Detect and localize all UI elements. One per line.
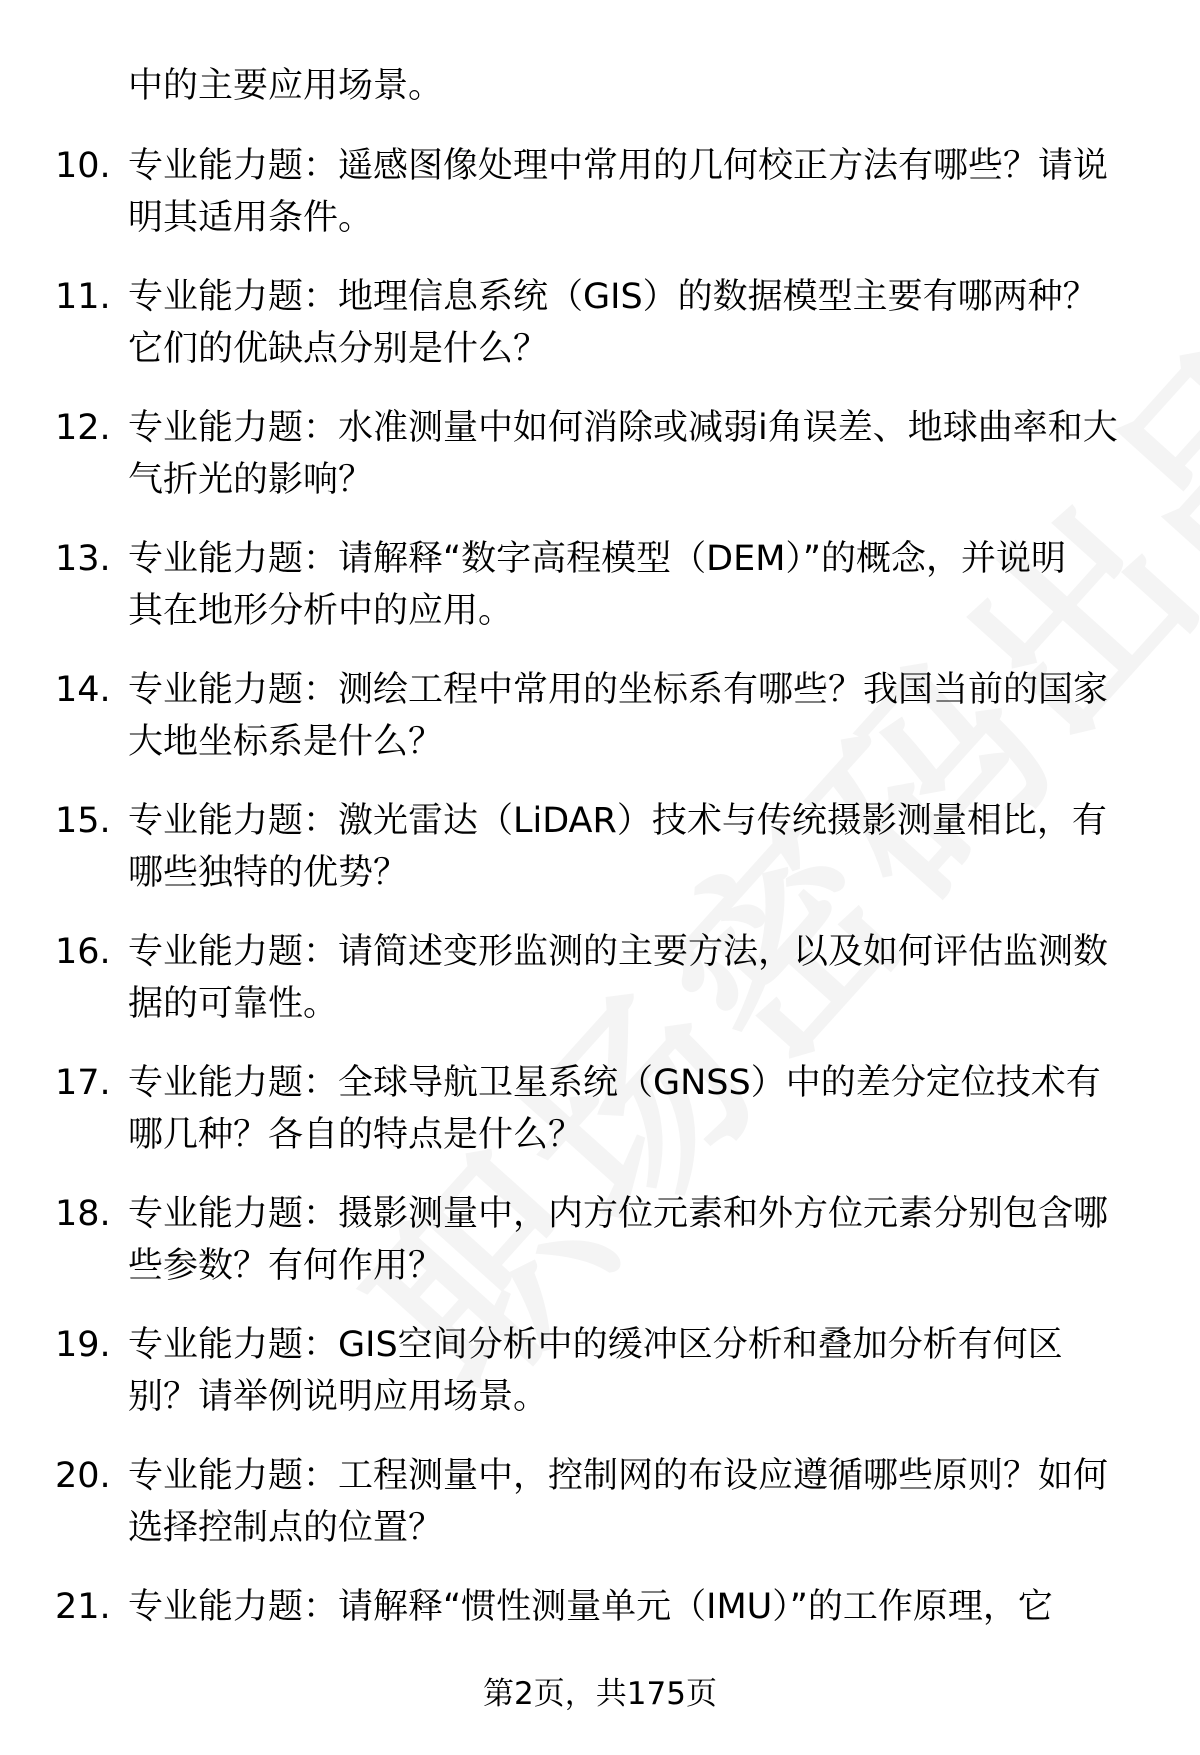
question-list (0, 140, 1200, 1712)
question-text-line: 明其适用条件。 (128, 198, 374, 238)
question-item (0, 664, 1200, 795)
page-number-footer: 第2页，共175页 (483, 1676, 717, 1712)
question-number: 13. (55, 539, 111, 579)
question-text-line: 专业能力题：全球导航卫星系统（GNSS）中的差分定位技术有 (128, 1063, 1101, 1103)
question-text-line: 专业能力题：工程测量中，控制网的布设应遵循哪些原则？如何 (128, 1456, 1109, 1496)
question-item (0, 1057, 1200, 1188)
question-text-line: 据的可靠性。 (128, 984, 339, 1024)
question-number: 18. (55, 1194, 111, 1234)
question-number: 16. (55, 932, 111, 972)
question-item (0, 271, 1200, 402)
question-text (128, 1319, 1158, 1423)
question-number: 15. (55, 801, 111, 841)
question-text (128, 271, 1158, 375)
question-text-line: 专业能力题：测绘工程中常用的坐标系有哪些？我国当前的国家 (128, 670, 1109, 710)
question-text-line: 大地坐标系是什么？ (128, 722, 444, 762)
question-number: 20. (55, 1456, 111, 1496)
question-text (128, 1581, 1158, 1633)
question-text-line: 专业能力题：摄影测量中，内方位元素和外方位元素分别包含哪 (128, 1194, 1109, 1234)
question-item (0, 140, 1200, 271)
question-text-line: 别？请举例说明应用场景。 (128, 1377, 549, 1417)
question-text-line: 专业能力题：请解释“惯性测量单元（IMU）”的工作原理，它 (128, 1587, 1053, 1627)
question-text (128, 1057, 1158, 1161)
question-number: 11. (55, 277, 111, 317)
question-text-line: 些参数？有何作用？ (128, 1246, 444, 1286)
question-item (0, 926, 1200, 1057)
question-number: 21. (55, 1587, 111, 1627)
question-text (128, 402, 1158, 506)
question-text (128, 533, 1158, 637)
question-item (0, 795, 1200, 926)
question-text-line: 专业能力题：遥感图像处理中常用的几何校正方法有哪些？请说 (128, 146, 1109, 186)
question-text-line: 专业能力题：地理信息系统（GIS）的数据模型主要有哪两种？ (128, 277, 1098, 317)
question-item (0, 1188, 1200, 1319)
question-text-line: 选择控制点的位置？ (128, 1508, 444, 1548)
question-text-line: 其在地形分析中的应用。 (128, 591, 514, 631)
question-item (0, 533, 1200, 664)
question-item (0, 402, 1200, 533)
question-text-line: 哪些独特的优势？ (128, 853, 409, 893)
question-number: 10. (55, 146, 111, 186)
question-number: 12. (55, 408, 111, 448)
question-text-line: 专业能力题：水准测量中如何消除或减弱i角误差、地球曲率和大 (128, 408, 1118, 448)
question-text (128, 1188, 1158, 1292)
previous-question-continuation: 中的主要应用场景。 (128, 66, 444, 106)
question-number: 14. (55, 670, 111, 710)
question-text-line: 它们的优缺点分别是什么？ (128, 329, 549, 369)
question-text (128, 140, 1158, 244)
question-number: 17. (55, 1063, 111, 1103)
question-text (128, 1450, 1158, 1554)
question-item (0, 1319, 1200, 1450)
question-text-line: 专业能力题：GIS空间分析中的缓冲区分析和叠加分析有何区 (128, 1325, 1063, 1365)
question-item (0, 1450, 1200, 1581)
question-text-line: 气折光的影响？ (128, 460, 374, 500)
question-text-line: 专业能力题：请解释“数字高程模型（DEM）”的概念，并说明 (128, 539, 1067, 579)
question-text-line: 哪几种？各自的特点是什么？ (128, 1115, 584, 1155)
question-text (128, 664, 1158, 768)
question-text-line: 专业能力题：激光雷达（LiDAR）技术与传统摄影测量相比，有 (128, 801, 1107, 841)
question-text (128, 926, 1158, 1030)
question-text-line: 专业能力题：请简述变形监测的主要方法，以及如何评估监测数 (128, 932, 1109, 972)
question-text (128, 795, 1158, 899)
question-number: 19. (55, 1325, 111, 1365)
